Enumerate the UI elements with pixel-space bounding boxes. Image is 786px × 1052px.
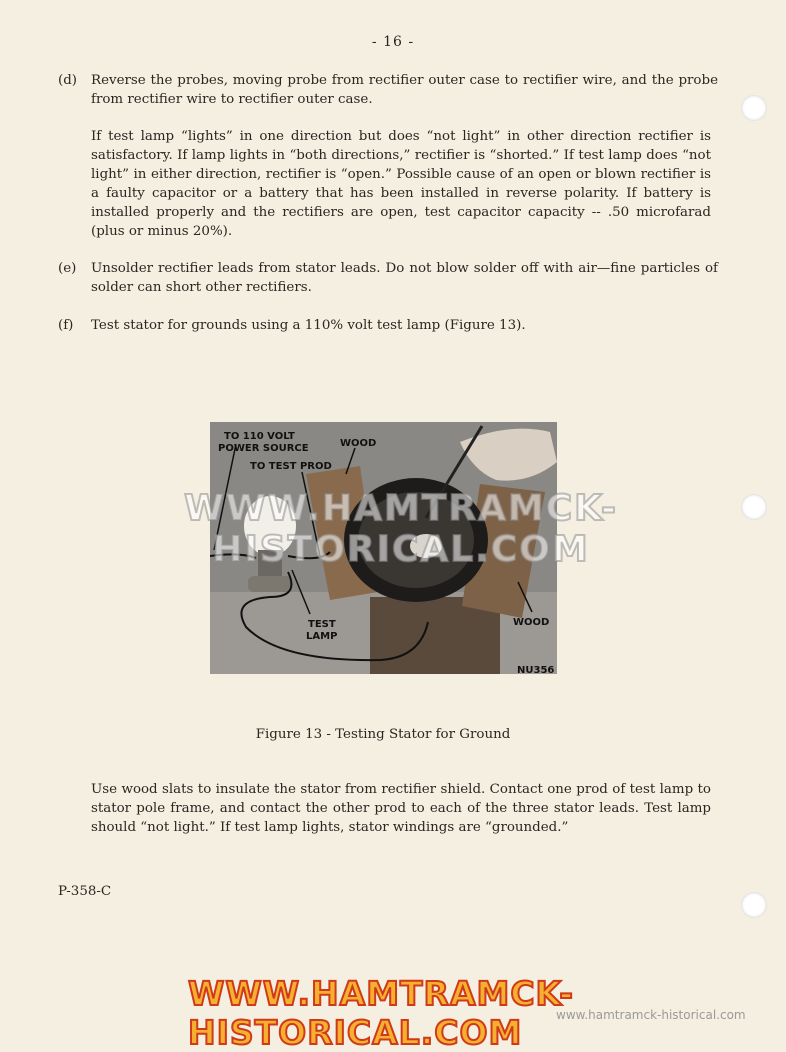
step-label: (d) [58,73,78,88]
step-text: Reverse the probes, moving probe from rectifier outer case to rectifier wire, and the probe from rectifier wire to rectifier outer case. [91,73,718,107]
step-e [58,259,718,297]
label-wood-top: WOOD [340,438,377,449]
step-text: Unsolder rectifier leads from stator leads. Do not blow solder off with air—fine particles of solder can short other rectifiers. [91,261,718,295]
step-text: Test stator for grounds using a 110% volt test lamp (Figure 13). [91,318,526,333]
label-test-prod: TO TEST PROD [250,461,332,472]
watermark-url: www.hamtramck-historical.com [556,1008,746,1022]
watermark-bottom: WWW.HAMTRAMCK-HISTORICAL.COM [188,974,574,1052]
document-code: P-358-C [58,884,112,899]
rectifier-result-paragraph: If test lamp “lights” in one direction but does “not light” in other direction rectifier is satisfactory. If lamp lights in “both directions,” rectifier is “shorted.” If test lamp does “not light” in either direction, rectifier is “open.” Possible cause of an open or blown rectifier is a faulty capacitor or a battery that has been installed in reverse polarity. If battery is installed properly and the rectifiers are open, test capacitor capacity -- .50 microfarad (plus or minus 20%). [91,129,711,239]
label-power-line1: TO 110 VOLT [224,431,295,442]
label-test-lamp-line1: TEST [308,619,336,630]
step-f [58,316,718,335]
binder-hole-bottom [741,892,767,918]
stator-instructions-paragraph: Use wood slats to insulate the stator from rectifier shield. Contact one prod of test lamp to stator pole frame, and contact the other prod to each of the three stator leads. Test lamp should “not light.” If test lamp lights, stator windings are “grounded.” [91,782,711,835]
label-power-line2: POWER SOURCE [218,443,309,454]
label-test-lamp-line2: LAMP [306,631,338,642]
figure-caption: Figure 13 - Testing Stator for Ground [255,727,511,742]
binder-hole-top [741,95,767,121]
label-photo-code: NU356 [517,665,555,674]
step-label: (f) [58,318,74,333]
page-number: - 16 - [371,34,415,50]
lamp-base [248,576,292,592]
label-wood-right: WOOD [513,617,550,628]
watermark-middle: WWW.HAMTRAMCK-HISTORICAL.COM [184,488,618,570]
step-d [58,71,718,109]
step-label: (e) [58,261,77,276]
